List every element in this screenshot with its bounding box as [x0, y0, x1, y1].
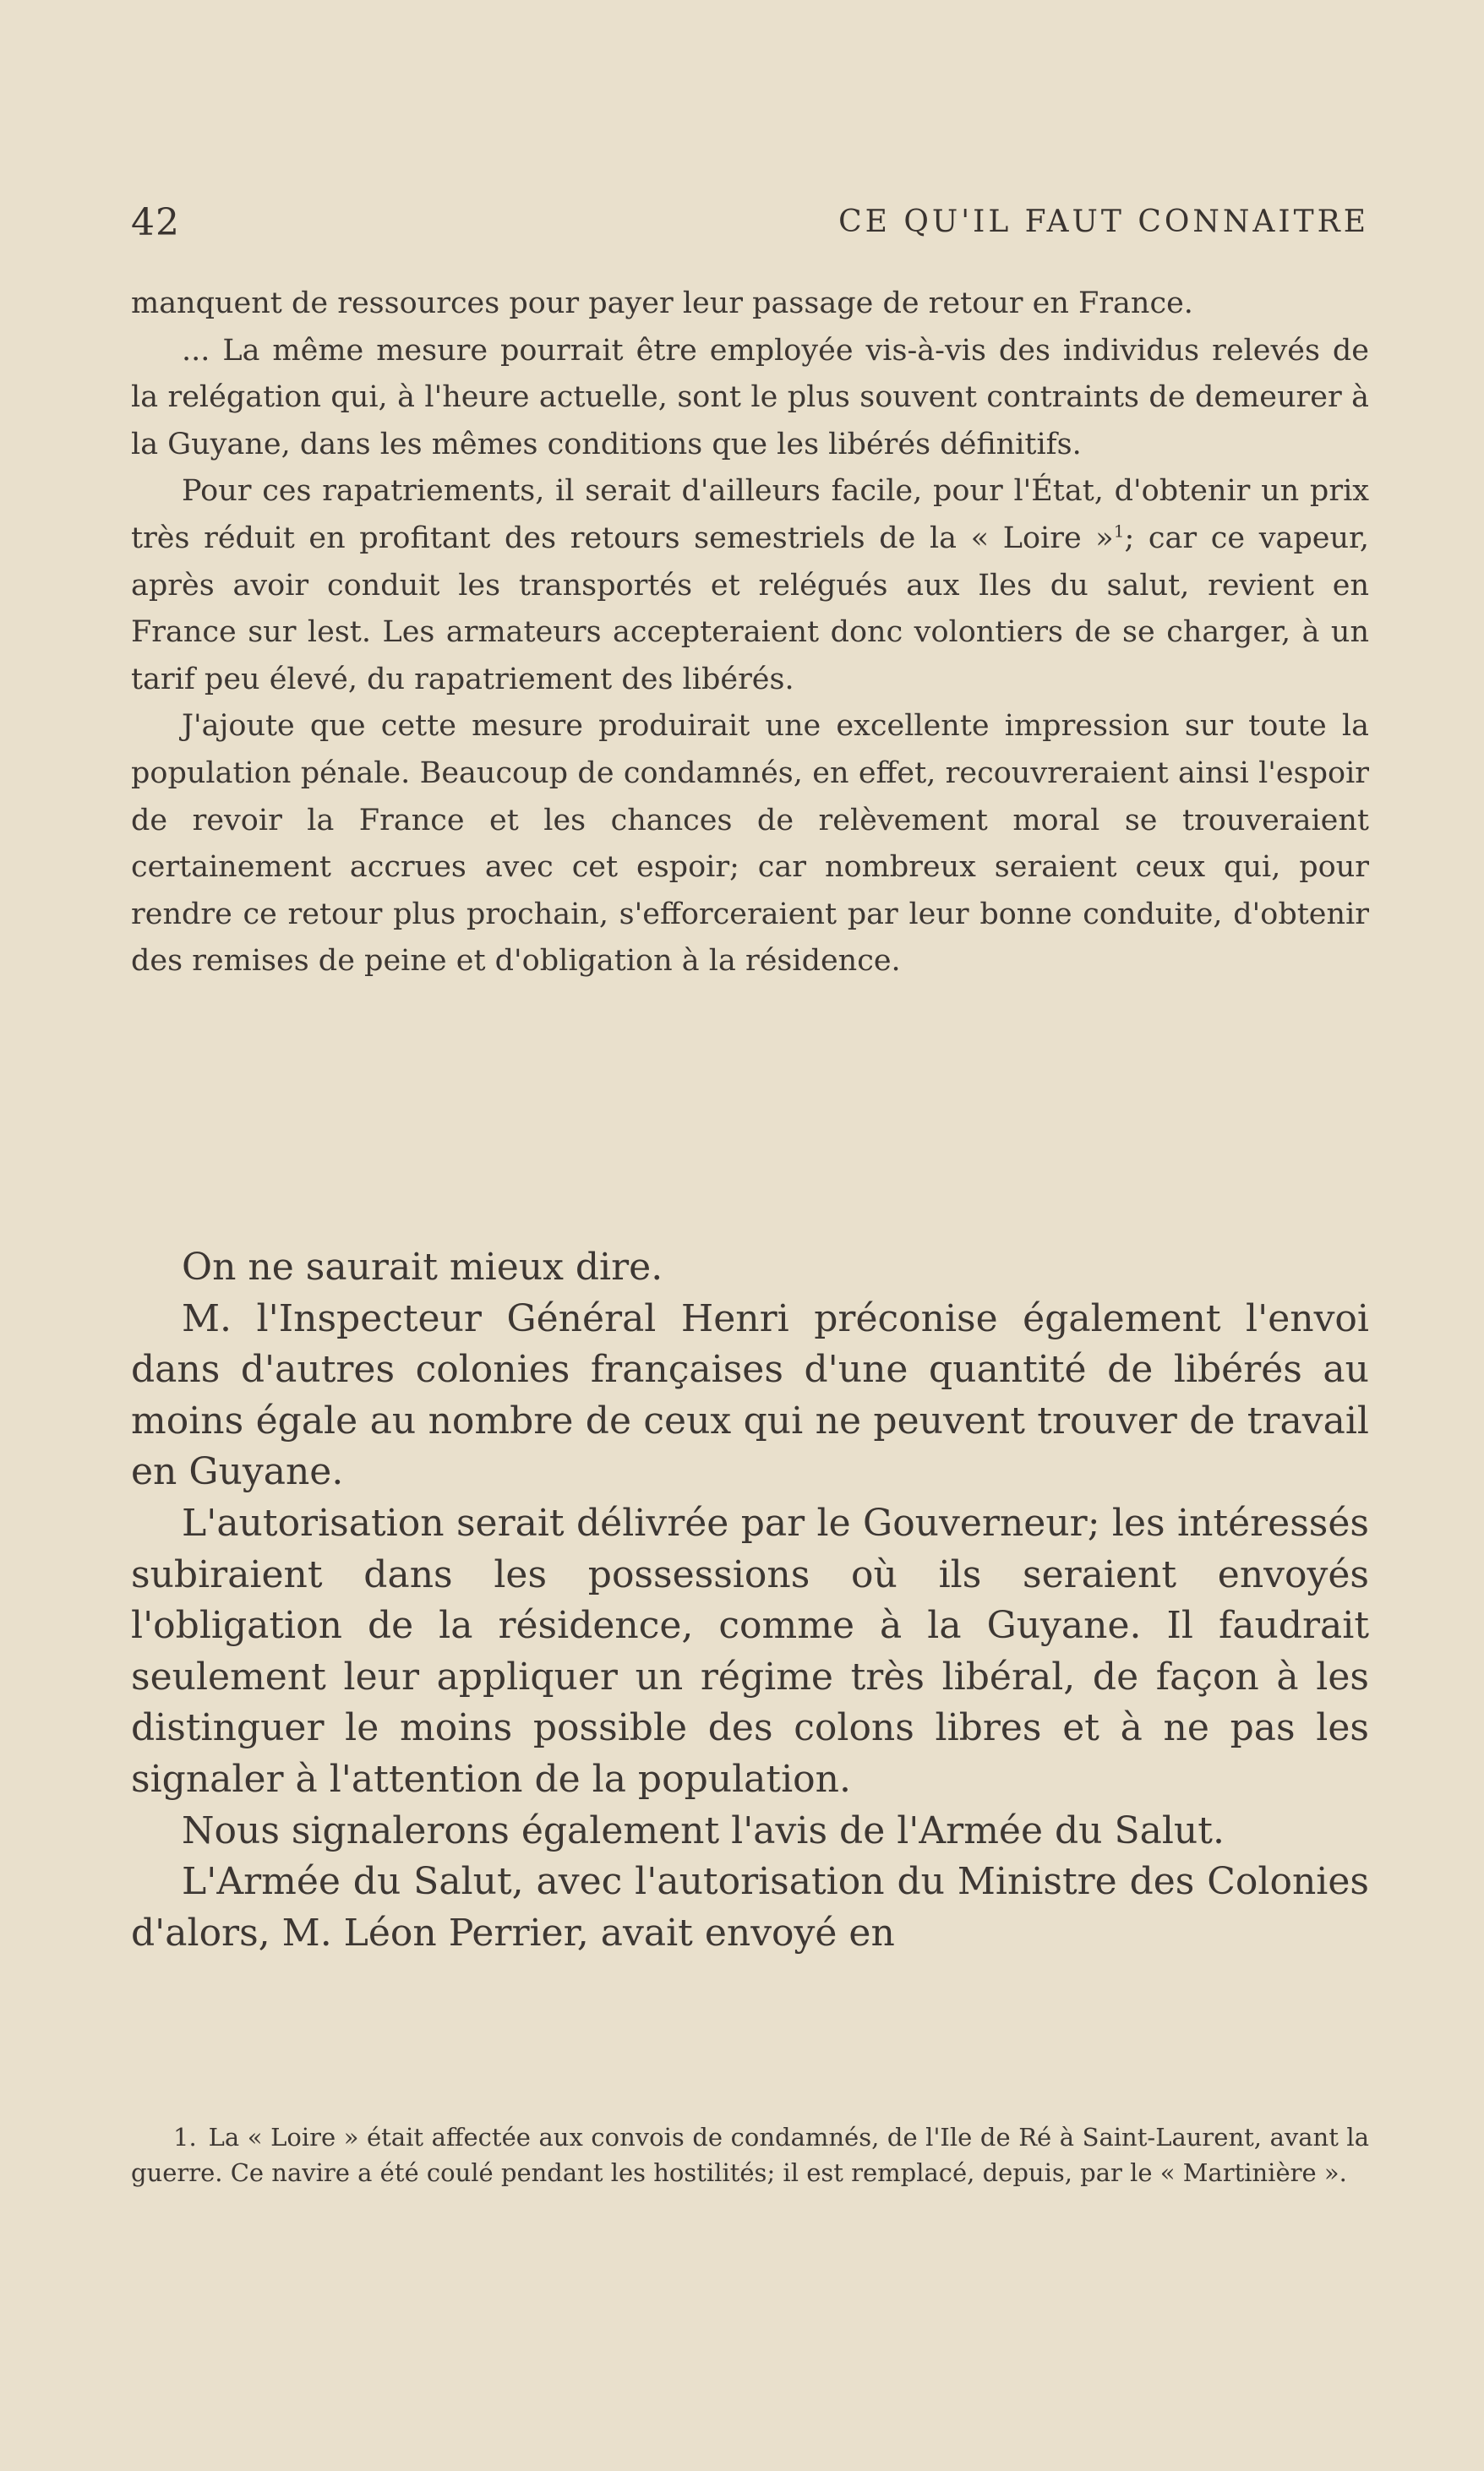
- quote-paragraph-3: [131, 468, 1369, 703]
- running-head: CE QU'IL FAUT CONNAITRE: [838, 205, 1369, 239]
- main-text: [131, 1242, 1369, 1959]
- quoted-passage: [131, 281, 1369, 985]
- main-paragraph-4: Nous signalerons également l'avis de l'Armée du Salut.: [182, 1808, 1225, 1852]
- page-header: [131, 201, 1369, 252]
- footnote-text: La « Loire » était affectée aux convois de condamnés, de l'Ile de Ré à Saint-Laurent, avant la guerre. Ce navire a été coulé pendant les hostilités; il est remplacé, depuis, par le « Martinière ».: [131, 2123, 1369, 2187]
- quote-paragraph-3-end: ; car ce vapeur, après avoir conduit les transportés et relégués aux Iles du salut, revient en France sur lest. Les armateurs accepteraient donc volontiers de se charger, à un tarif peu élevé, du rapatriement des libérés.: [131, 521, 1369, 696]
- quote-paragraph-4: J'ajoute que cette mesure produirait une excellente impression sur toute la population pénale. Beaucoup de condamnés, en effet, recouvreraient ainsi l'espoir de revoir la France et les chances de relèvement moral se trouveraient certainement accrues avec cet espoir; car nombreux seraient ceux qui, pour rendre ce retour plus prochain, s'efforceraient par leur bonne conduite, d'obtenir des remises de peine et d'obligation à la résidence.: [131, 709, 1369, 979]
- quote-paragraph-1: manquent de ressources pour payer leur passage de retour en France.: [131, 286, 1193, 320]
- quote-paragraph-3-start: Pour ces rapatriements, il serait d'ailleurs facile, pour l'État, d'obtenir un prix très réduit en profitant des retours semestriels de la « Loire »: [131, 474, 1369, 555]
- footnote-marker: 1.: [173, 2123, 197, 2152]
- main-paragraph-2: M. l'Inspecteur Général Henri préconise également l'envoi dans d'autres colonies françaises d'une quantité de libérés au moins égale au nombre de ceux qui ne peuvent trouver de travail en Guyane.: [131, 1296, 1369, 1494]
- page-number: 42: [131, 201, 180, 244]
- main-paragraph-5: L'Armée du Salut, avec l'autorisation du Ministre des Colonies d'alors, M. Léon Perrier, avait envoyé en: [131, 1860, 1369, 1955]
- main-paragraph-3: L'autorisation serait délivrée par le Gouverneur; les intéressés subiraient dans les possessions où ils seraient envoyés l'obligation de la résidence, comme à la Guyane. Il faudrait seulement leur appliquer un régime très libéral, de façon à les distinguer le moins possible des colons libres et à ne pas les signaler à l'attention de la population.: [131, 1501, 1369, 1801]
- main-paragraph-1: On ne saurait mieux dire.: [182, 1246, 663, 1289]
- footnote-reference: 1: [1113, 521, 1125, 542]
- footnote: [131, 2119, 1369, 2190]
- quote-paragraph-2: ... La même mesure pourrait être employée vis-à-vis des individus relevés de la relégation qui, à l'heure actuelle, sont le plus souvent contraints de demeurer à la Guyane, dans les mêmes conditions que les libérés définitifs.: [131, 333, 1369, 461]
